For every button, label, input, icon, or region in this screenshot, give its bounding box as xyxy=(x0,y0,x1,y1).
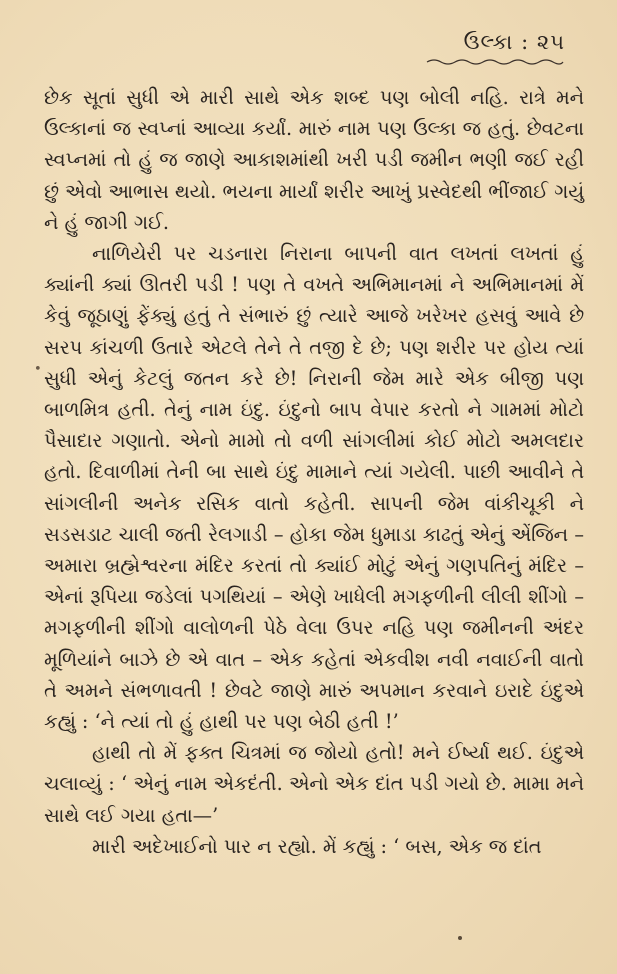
margin-mark: • xyxy=(34,362,42,377)
paragraph-2: નાળિયેરી પર ચડનારા નિરાના બાપની વાત લખતાં લખતાં હું ક્યાંની ક્યાં ઊતરી પડી ! પણ તે વખતે અભિમાનમાં ને અભિમાનમાં મેં કેવું જૂઠાણું ફેંક્યું હતું તે સંભારું છું ત્યારે આજે ખરેખર હસવું આવે છે સરપ કાંચળી ઉતારે એટલે તેને તે તજી દે છે; પણ શરીર પર હોય ત્યાં સુધી એનું કેટલું જતન કરે છે! નિરાની જેમ મારે એક બીજી પણ બાળમિત્ર હતી. તેનું નામ ઇંદુ. ઇંદુનો બાપ વેપાર કરતો ને ગામમાં મોટો પૈસાદાર ગણાતો. એનો મામો તો વળી સાંગલીમાં કોઈ મોટો અમલદાર હતો. દિવાળીમાં તેની બા સાથે ઇંદુ મામાને ત્યાં ગયેલી. પાછી આવીને તે સાંગલીની અનેક રસિક વાતો કહેતી. સાપની જેમ વાંકીચૂકી ને સડસડાટ ચાલી જતી રેલગાડી – હોકા જેમ ધુમાડા કાઢતું એનું એંજિન – અમારા બ્રહ્મેશ્વરના મંદિર કરતાં તો ક્યાંઈ મોટું એનું ગણપતિનું મંદિર – એનાં રૂપિયા જડેલાં પગથિયાં – એણે ખાધેલી મગફળીની લીલી શીંગો – મગફળીની શીંગો વાલોળની પેઠે વેલા ઉપર નહિ પણ જમીનની અંદર મૂળિયાંને બાઝે છે એ વાત – એક કહેતાં એકવીશ નવી નવાઈની વાતો તે અમને સંભળાવતી ! છેવટે જાણે મારું અપમાન કરવાને ઇરાદે ઇંદુએ કહ્યું : ‘ને ત્યાં તો હું હાથી પર પણ બેઠી હતી !’ xyxy=(44,242,584,734)
running-title: ઉલ્કા : ૨૫ xyxy=(463,30,565,54)
paragraph-3: હાથી તો મેં ફક્ત ચિત્રમાં જ જોયો હતો! મને ઈર્ષ્યા થઈ. ઇંદુએ ચલાવ્યું : ‘ એનું નામ એકદંતી. એનો એક દાંત પડી ગયો છે. મામા મને સાથે લઈ ગયા હતા—’ xyxy=(44,741,584,827)
header-wave-ornament xyxy=(425,57,565,65)
body-text xyxy=(44,82,584,862)
print-speck xyxy=(458,936,462,940)
running-header xyxy=(425,30,565,65)
paragraph-4: મારી અદેખાઈનો પાર ન રહ્યો. મેં કહ્યું : ‘ બસ, એક જ દાંત xyxy=(92,834,542,858)
paragraph-1: છેક સૂતાં સુધી એ મારી સાથે એક શબ્દ પણ બોલી નહિ. રાત્રે મને ઉલ્કાનાં જ સ્વપ્નાં આવ્યા કર્યાં. મારું નામ પણ ઉલ્કા જ હતું. છેવટના સ્વપ્નમાં તો હું જ જાણે આકાશમાંથી ખરી પડી જમીન ભણી જઈ રહી છું એવો આભાસ થયો. ભયના માર્યાં શરીર આખું પ્રસ્વેદથી ભીંજાઈ ગયું ને હું જાગી ગઈ. xyxy=(44,86,584,234)
